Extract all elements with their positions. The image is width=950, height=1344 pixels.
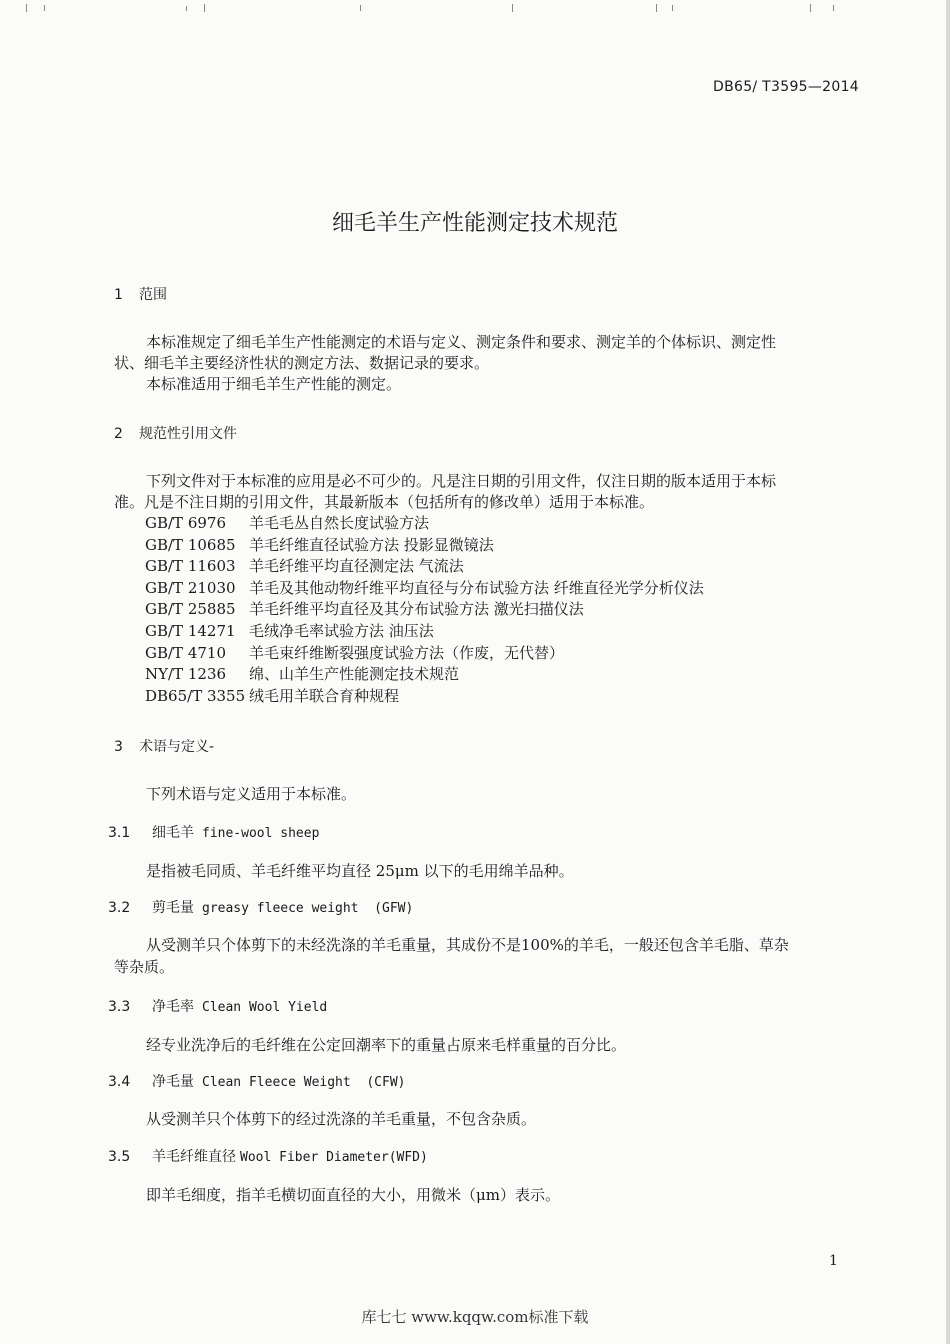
term-definition: 是指被毛同质、羊毛纤维平均直径 25μm 以下的毛用绵羊品种。 [146, 862, 574, 880]
reference-item [145, 664, 704, 686]
reference-item [145, 599, 704, 621]
reference-item [145, 578, 704, 600]
paragraph-line: 下列文件对于本标准的应用是必不可少的。凡是注日期的引用文件，仅注日期的版本适用于本标 [146, 472, 777, 490]
scan-mark [360, 5, 361, 11]
reference-title: 羊毛纤维平均直径及其分布试验方法 激光扫描仪法 [249, 600, 584, 619]
reference-code: GB/T 10685 [145, 535, 236, 554]
scan-mark [44, 5, 45, 11]
reference-item [145, 513, 704, 535]
scan-mark [512, 4, 513, 12]
reference-title: 绵、山羊生产性能测定技术规范 [249, 665, 460, 684]
scan-mark [810, 4, 811, 12]
scan-mark [656, 4, 657, 12]
reference-item [145, 686, 704, 708]
watermark: 库七七 www.kqqw.com标准下载 [361, 1308, 589, 1326]
term-heading: 3.5 羊毛纤维直径 Wool Fiber Diameter(WFD) [108, 1149, 428, 1165]
reference-title: 绒毛用羊联合育种规程 [249, 686, 400, 705]
section-heading-terms-definitions: 3 术语与定义- [114, 739, 215, 755]
term-definition: 即羊毛细度，指羊毛横切面直径的大小，用微米（μm）表示。 [146, 1186, 560, 1204]
term-heading: 3.4 净毛量 Clean Fleece Weight (CFW) [108, 1074, 406, 1090]
reference-title: 毛绒净毛率试验方法 油压法 [249, 621, 434, 640]
term-definition: 从受测羊只个体剪下的经过洗涤的羊毛重量，不包含杂质。 [146, 1110, 537, 1128]
term-definition: 经专业洗净后的毛纤维在公定回潮率下的重量占原来毛样重量的百分比。 [146, 1036, 627, 1054]
scan-mark [833, 5, 834, 11]
reference-code: NY/T 1236 [145, 665, 227, 684]
reference-title: 羊毛束纤维断裂强度试验方法（作废，无代替） [249, 643, 565, 662]
reference-title: 羊毛纤维平均直径测定法 气流法 [249, 557, 464, 576]
doc-number: DB65/ T3595—2014 [713, 79, 859, 95]
term-heading: 3.2 剪毛量 greasy fleece weight (GFW) [108, 900, 414, 916]
term-definition: 从受测羊只个体剪下的未经洗涤的羊毛重量，其成份不是100%的羊毛，一般还包含羊毛脂、草杂 [146, 936, 789, 954]
section-heading-scope: 1 范围 [114, 287, 167, 303]
reference-item [145, 535, 704, 557]
reference-code: GB/T 21030 [145, 578, 236, 597]
scan-mark [186, 6, 187, 11]
reference-code: GB/T 25885 [145, 600, 236, 619]
reference-item [145, 556, 704, 578]
scan-edge [946, 0, 950, 1344]
page-title: 细毛羊生产性能测定技术规范 [331, 211, 618, 236]
paragraph-line: 本标准适用于细毛羊生产性能的测定。 [146, 375, 402, 393]
reference-title: 羊毛毛丛自然长度试验方法 [249, 514, 430, 532]
term-definition: 等杂质。 [114, 958, 175, 976]
paragraph-line: 本标准规定了细毛羊生产性能测定的术语与定义、测定条件和要求、测定羊的个体标识、测定性 [146, 333, 777, 351]
scan-mark [26, 4, 27, 12]
scan-mark [672, 5, 673, 11]
reference-code: GB/T 4710 [145, 643, 227, 662]
section-heading-normative-references: 2 规范性引用文件 [114, 426, 237, 442]
reference-code: GB/T 6976 [145, 514, 227, 532]
paragraph-line: 下列术语与定义适用于本标准。 [146, 785, 357, 803]
term-heading: 3.3 净毛率 Clean Wool Yield [108, 999, 328, 1015]
reference-item [145, 643, 704, 665]
reference-code: GB/T 11603 [145, 557, 236, 576]
paragraph-line: 状、细毛羊主要经济性状的测定方法、数据记录的要求。 [114, 354, 490, 372]
reference-title: 羊毛纤维直径试验方法 投影显微镜法 [249, 535, 494, 554]
paragraph-line: 准。凡是不注日期的引用文件，其最新版本（包括所有的修改单）适用于本标准。 [114, 493, 655, 511]
reference-code: DB65/T 3355 [145, 686, 246, 705]
reference-list [145, 513, 704, 707]
reference-code: GB/T 14271 [145, 621, 236, 640]
scan-mark [204, 4, 205, 12]
reference-title: 羊毛及其他动物纤维平均直径与分布试验方法 纤维直径光学分析仪法 [249, 578, 704, 597]
page-number: 1 [829, 1253, 838, 1269]
term-heading: 3.1 细毛羊 fine-wool sheep [108, 825, 320, 841]
reference-item [145, 621, 704, 643]
